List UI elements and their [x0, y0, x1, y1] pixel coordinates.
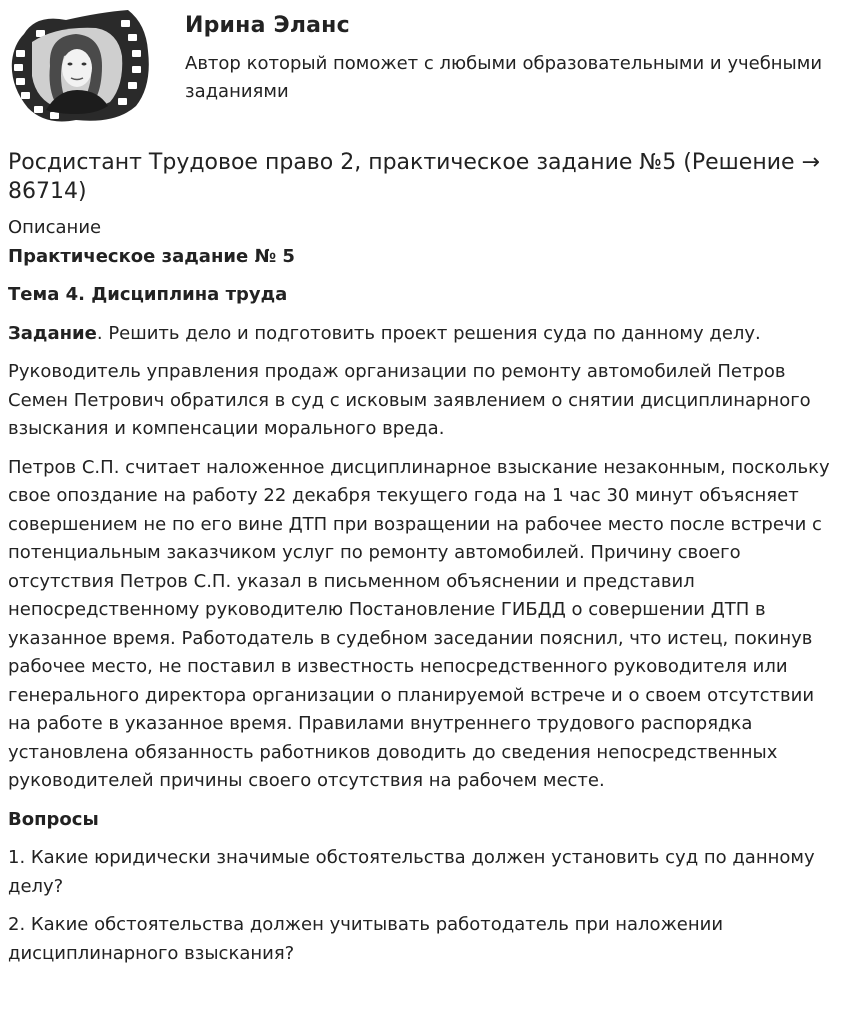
task-content — [8, 214, 838, 978]
case-paragraph-1: Руководитель управления продаж организации по ремонту автомобилей Петров Семен Петрович обратился в суд с исковым заявлением о снятии дисциплинарного взыскания и компенсации морального вреда. — [8, 361, 811, 439]
author-name[interactable]: Ирина Эланс — [185, 13, 350, 38]
topic-heading: Тема 4. Дисциплина труда — [8, 284, 288, 305]
description-label: Описание — [8, 217, 102, 238]
question-item-2: 2. Какие обстоятельства должен учитывать работодатель при наложении дисциплинарного взыскания? — [8, 914, 724, 964]
question-item-1: 1. Какие юридически значимые обстоятельства должен установить суд по данному делу? — [8, 847, 815, 897]
questions-heading: Вопросы — [8, 808, 99, 830]
author-avatar-icon[interactable] — [6, 6, 152, 126]
case-paragraph-2: Петров С.П. считает наложенное дисциплинарное взыскание незаконным, поскольку свое опоздание на работу 22 декабря текущего года на 1 час 30 минут объясняет совершением не по его вине ДТП при возращении на рабочее место после встречи с потенциальным заказчиком услуг по ремонту автомобилей. Причину своего отсутствия Петров С.П. указал в письменном объяснении и представил непосредственному руководителю Постановление ГИБДД о совершении ДТП в указанное время. Работодатель в судебном заседании пояснил, что истец, покинув рабочее место, не поставил в известность непосредственного руководителя или генерального директора организации о планируемой встрече и о своем отсутствии на работе в указанное время. Правилами внутреннего трудового распорядка установлена обязанность работников доводить до сведения непосредственных руководителей причины своего отсутствия на рабочем месте. — [8, 456, 830, 791]
page-title: Росдистант Трудовое право 2, практическое задание №5 (Решение → 86714) — [8, 150, 820, 204]
assignment-paragraph — [8, 320, 838, 349]
author-card — [0, 0, 847, 130]
assignment-text: . Решить дело и подготовить проект решения суда по данному делу. — [96, 322, 761, 344]
assignment-label: Задание — [8, 322, 97, 344]
task-heading: Практическое задание № 5 — [8, 245, 295, 267]
author-description: Автор который поможет с любыми образовательными и учебными заданиями — [185, 53, 823, 102]
